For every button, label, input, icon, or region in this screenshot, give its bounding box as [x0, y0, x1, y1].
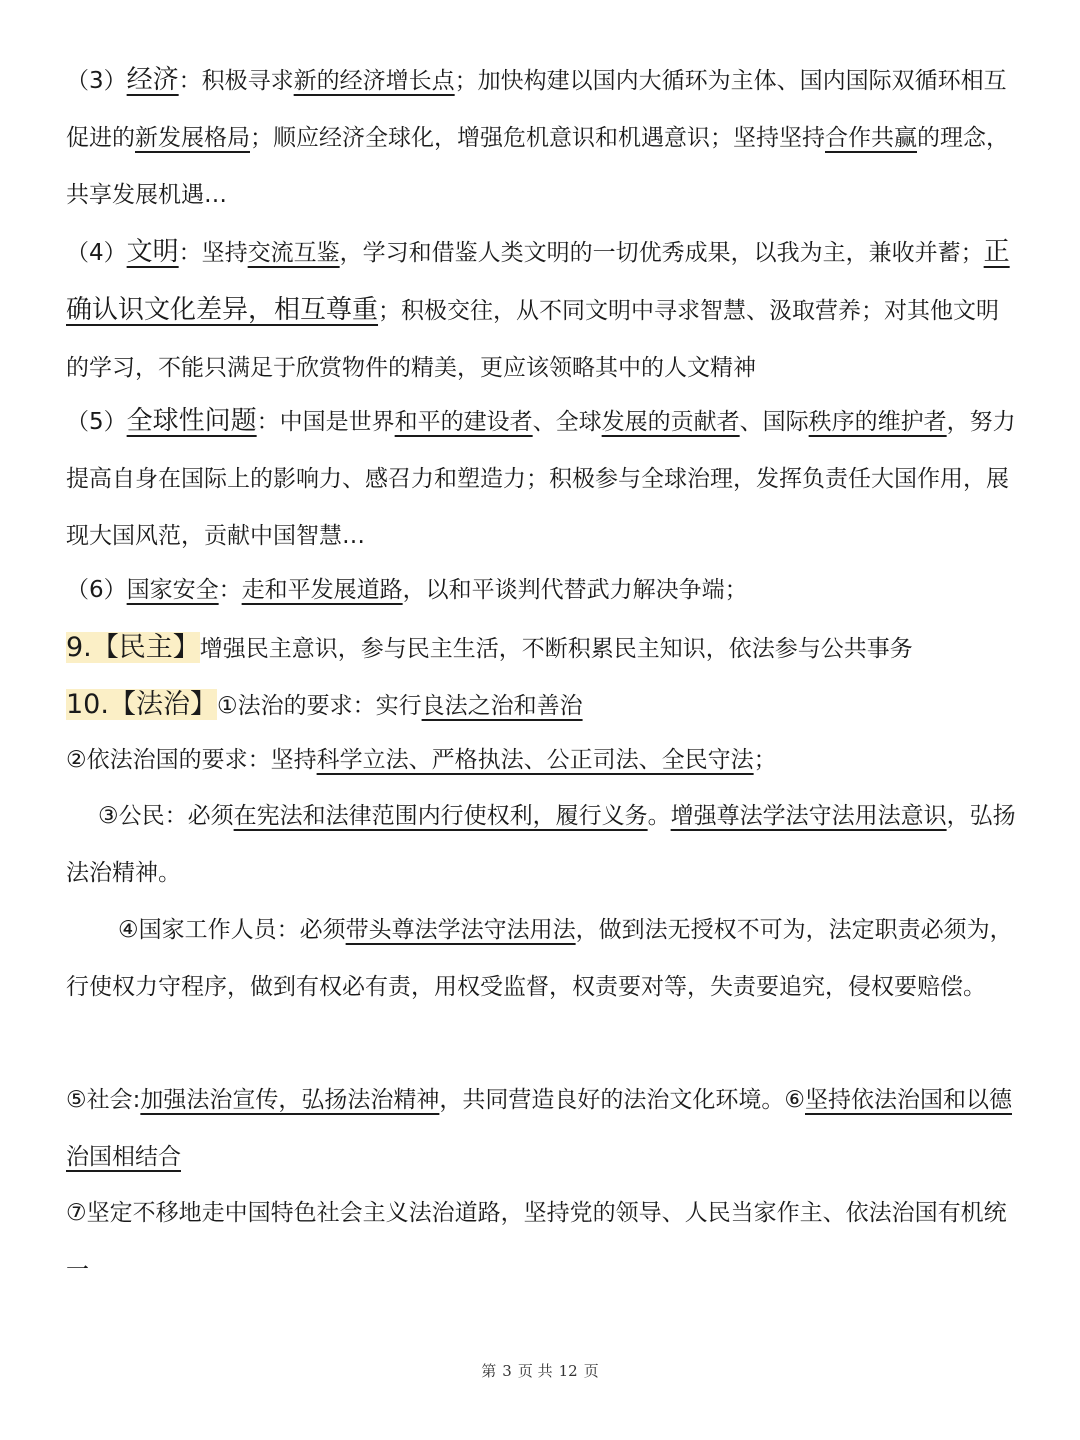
- item-number: （4）: [66, 240, 127, 266]
- section-title: 文明: [126, 237, 179, 267]
- separator: ：: [256, 409, 280, 435]
- text: ⑦坚定不移地走中国特色社会主义法治道路，坚持党的领导、人民当家作主、依法治国有机统一: [66, 1200, 1007, 1283]
- page-number: 3: [502, 1362, 512, 1380]
- key-phrase: 发展的贡献者: [601, 409, 740, 435]
- text: ，努力提高自身在国际上的影响力、感召力和塑造力；积极参与全球治理，发挥负责任大国作用，展现大国风范，贡献中国智慧…: [66, 409, 1016, 549]
- text: 中国是世界: [279, 409, 395, 435]
- text: ；: [753, 747, 777, 773]
- page-footer: [0, 1360, 1080, 1381]
- key-phrase: 合作共赢: [825, 125, 917, 151]
- text: ；顺应经济全球化，增强危机意识和机遇意识；坚持坚持: [250, 125, 825, 151]
- key-phrase: 走和平发展道路: [241, 577, 403, 603]
- key-phrase: 新发展格局: [135, 125, 250, 151]
- section-global-issues: [66, 393, 1016, 565]
- key-phrase: 带头尊法学法守法用法: [345, 917, 576, 943]
- text: 。: [647, 803, 671, 829]
- item-number: （3）: [66, 68, 127, 94]
- text: 的理念，共享发展机遇…: [66, 125, 1009, 208]
- section-civilization: [66, 224, 1016, 397]
- rule-of-law-officials: [66, 902, 1016, 1016]
- key-phrase: 坚持依法治国和以德治国相结合: [66, 1087, 1012, 1170]
- section-title: 全球性问题: [126, 406, 257, 436]
- rule-of-law-requirements: [66, 732, 1016, 789]
- text: ①法治的要求：实行: [216, 693, 422, 719]
- text: ⑤社会:: [66, 1087, 141, 1113]
- text: 坚持: [201, 240, 248, 266]
- key-phrase: 交流互鉴: [247, 240, 340, 266]
- text: 增强民主意识，参与民主生活，不断积累民主知识，依法参与公共事务: [199, 636, 913, 662]
- text: ③公民：必须: [98, 803, 234, 829]
- text: 积极寻求: [201, 68, 294, 94]
- key-phrase: 秩序的维护者: [808, 409, 947, 435]
- rule-of-law-path: [66, 1185, 1016, 1299]
- text: 、国际: [739, 409, 809, 435]
- text: ，弘扬法治精神。: [66, 803, 1016, 886]
- key-phrase: 正确认识文化差异，相互尊重: [66, 237, 1010, 325]
- highlighted-heading: 9.【民主】: [66, 632, 200, 663]
- section-economy: [66, 52, 1016, 224]
- text: ；积极交往，从不同文明中寻求智慧、汲取营养；对其他文明的学习，不能只满足于欣赏物件的精美，更应该领略其中的人文精神: [66, 298, 1000, 381]
- text: ④国家工作人员：必须: [118, 917, 346, 943]
- section-title: 经济: [126, 65, 179, 95]
- key-phrase: 加强法治宣传，弘扬法治精神: [140, 1087, 440, 1113]
- highlighted-heading: 10.【法治】: [66, 689, 217, 720]
- key-phrase: 良法之治和善治: [421, 693, 583, 719]
- total-pages: 12: [558, 1362, 578, 1380]
- section-national-security: [66, 562, 1016, 619]
- text: 、全球: [532, 409, 602, 435]
- separator: ：: [178, 240, 202, 266]
- section-title: 国家安全: [126, 577, 219, 603]
- footer-text: 页 共: [517, 1362, 553, 1380]
- section-democracy: [66, 619, 1016, 678]
- text: ②依法治国的要求：坚持: [66, 747, 317, 773]
- text: ，以和平谈判代替武力解决争端；: [402, 577, 748, 603]
- item-number: （6）: [66, 577, 127, 603]
- footer-text: 页: [583, 1362, 599, 1380]
- key-phrase: 新的经济增长点: [293, 68, 455, 94]
- text: ，共同营造良好的法治文化环境。⑥: [439, 1087, 805, 1113]
- key-phrase: 科学立法、严格执法、公正司法、全民守法: [316, 747, 754, 773]
- text: ；加快构建以国内大循环为主体、国内国际双循环相互促进的: [66, 68, 1007, 151]
- key-phrase: 和平的建设者: [394, 409, 533, 435]
- separator: ：: [178, 68, 202, 94]
- text: ，学习和借鉴人类文明的一切优秀成果，以我为主，兼收并蓄；: [339, 240, 984, 266]
- footer-text: 第: [481, 1362, 497, 1380]
- item-number: （5）: [66, 409, 127, 435]
- separator: ：: [218, 577, 242, 603]
- rule-of-law-citizens: [66, 788, 1016, 902]
- key-phrase: 在宪法和法律范围内行使权利，履行义务: [233, 803, 648, 829]
- key-phrase: 增强尊法学法守法用法意识: [670, 803, 947, 829]
- text: ，做到法无授权不可为，法定职责必须为，行使权力守程序，做到有权必有责，用权受监督，权责要对等，失责要追究，侵权要赔偿。: [66, 917, 1013, 1000]
- section-rule-of-law: [66, 676, 1016, 735]
- rule-of-law-society: [66, 1072, 1016, 1186]
